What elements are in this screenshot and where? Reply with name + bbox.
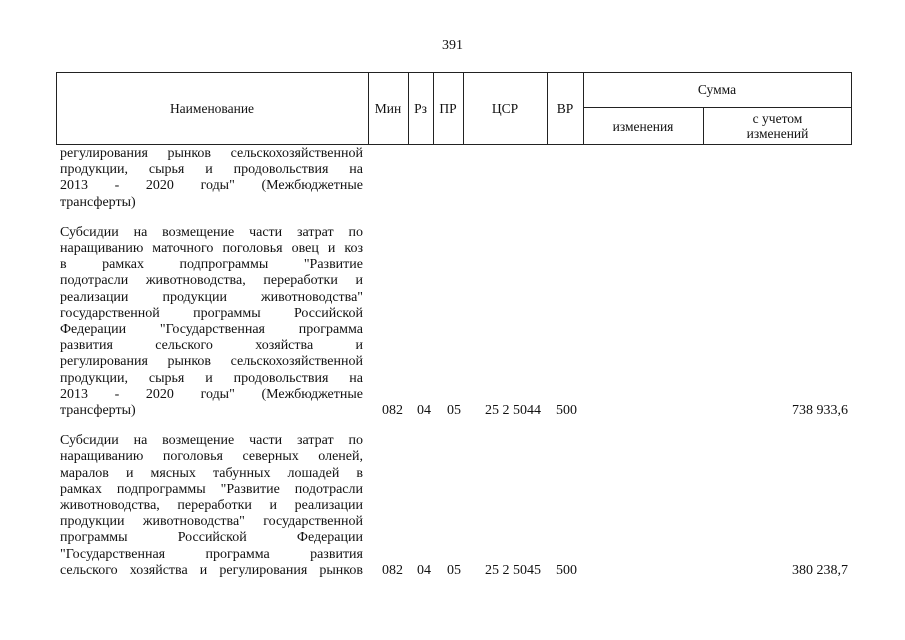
row-name-line: наращиванию маточного поголовья овец и коз: [60, 241, 363, 257]
row-name-line: реализации продукции животноводства": [60, 289, 363, 305]
row-name-line: Федерации "Государственная программа: [60, 322, 363, 338]
row-name-line: продукции, сырья и продовольствия на: [60, 162, 363, 178]
row-name-line: подотрасли животноводства, переработки и: [60, 273, 363, 289]
header-s-uchetom: с учетом изменений: [746, 111, 809, 141]
row-name-line: Субсидии на возмещение части затрат по: [60, 433, 363, 449]
row-name-line: государственной программы Российской: [60, 305, 363, 321]
table-header: [56, 72, 852, 145]
cell-vr: 500: [556, 563, 577, 579]
table-body: [60, 146, 852, 579]
cell-rz: 04: [417, 563, 431, 579]
row-gap: [60, 419, 852, 433]
header-csr: ЦСР: [491, 100, 519, 116]
header-pr: ПР: [439, 100, 457, 116]
row-name-line: животноводства, переработки и реализации: [60, 498, 363, 514]
cell-pr: 05: [447, 403, 461, 419]
cell-csr: 25 2 5044: [485, 403, 541, 419]
cell-min: 082: [382, 563, 403, 579]
table-row: [60, 433, 852, 579]
header-izmeneniya: изменения: [612, 118, 674, 134]
cell-min: 082: [382, 403, 403, 419]
header-min: Мин: [374, 100, 402, 116]
row-name-line: трансферты): [60, 194, 136, 210]
row-name-line: продукции, сырья и продовольствия на: [60, 370, 363, 386]
row-name-line: регулирования рынков сельскохозяйственной: [60, 354, 363, 370]
row-name: [60, 225, 363, 419]
row-name-line: 2013 - 2020 годы" (Межбюджетные: [60, 386, 363, 402]
row-name-line: наращиванию поголовья северных оленей,: [60, 449, 363, 465]
row-name-line: Субсидии на возмещение части затрат по: [60, 224, 363, 240]
row-name-line: развития сельского хозяйства и: [60, 338, 363, 354]
header-rz: Рз: [414, 100, 427, 116]
row-name-line: "Государственная программа развития: [60, 546, 363, 562]
page-number: 391: [442, 38, 463, 53]
row-name-line: трансферты): [60, 403, 136, 419]
row-name-line: рамках подпрограммы "Развитие подотрасли: [60, 481, 363, 497]
row-name-line: регулирования рынков сельскохозяйственной: [60, 146, 363, 161]
row-name-line: маралов и мясных табунных лошадей в: [60, 465, 363, 481]
row-name-line: 2013 - 2020 годы" (Межбюджетные: [60, 178, 363, 194]
table-row: [60, 146, 852, 211]
header-vr: ВР: [556, 100, 574, 116]
header-summa: Сумма: [697, 82, 737, 97]
row-codes: [60, 195, 852, 211]
header-name: Наименование: [169, 100, 255, 116]
table-row: [60, 225, 852, 419]
row-codes: [60, 563, 852, 579]
row-codes: [60, 403, 852, 419]
row-name-line: продукции животноводства" государственной: [60, 514, 363, 530]
row-name-line: в рамках подпрограммы "Развитие: [60, 257, 363, 273]
cell-pr: 05: [447, 563, 461, 579]
cell-vr: 500: [556, 403, 577, 419]
cell-total: 380 238,7: [792, 563, 848, 579]
cell-csr: 25 2 5045: [485, 563, 541, 579]
row-name-line: программы Российской Федерации: [60, 530, 363, 546]
row-name: [60, 433, 363, 579]
row-name-line: сельского хозяйства и регулирования рынков: [60, 562, 363, 578]
row-gap: [60, 211, 852, 225]
cell-total: 738 933,6: [792, 403, 848, 419]
cell-rz: 04: [417, 403, 431, 419]
